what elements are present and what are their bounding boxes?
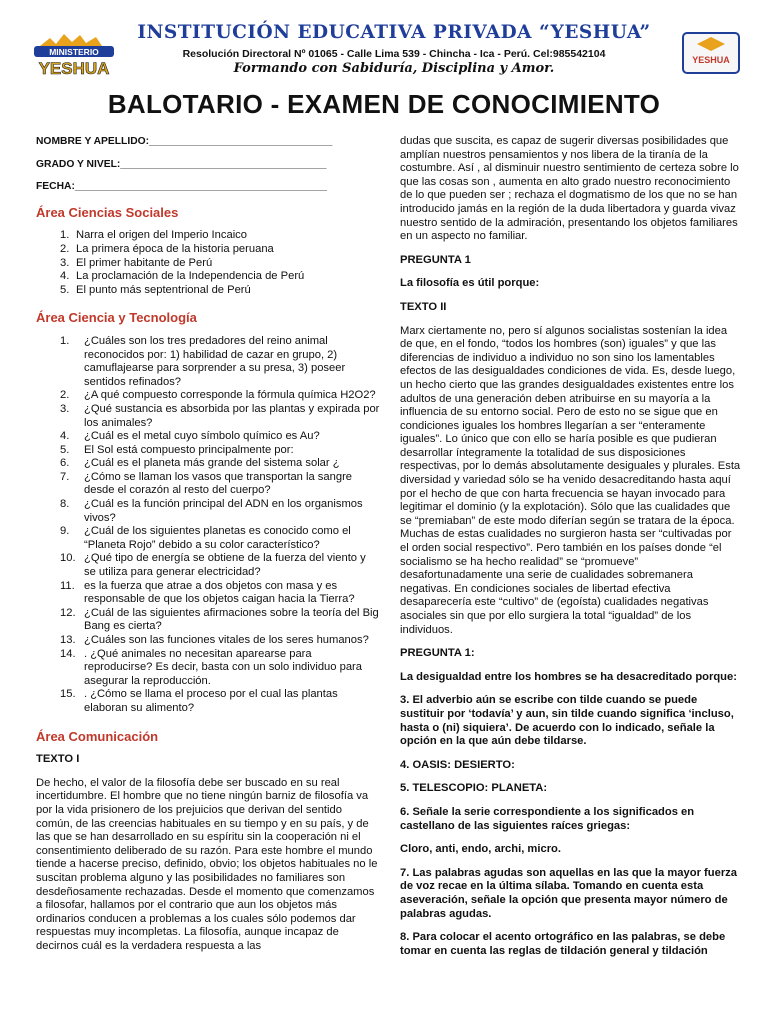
institution-name: INSTITUCIÓN EDUCATIVA PRIVADA “YESHUA” <box>137 22 651 43</box>
list-item: 7. ¿Cómo se llaman los vasos que transportan la sangre desde el corazón al resto del cuerpo? <box>60 470 353 497</box>
list-item: 2. ¿A qué compuesto corresponde la fórmula química H2O2? <box>60 389 376 402</box>
svg-text:YESHUA: YESHUA <box>38 59 110 78</box>
pregunta-1b-label: PREGUNTA 1: <box>400 647 475 660</box>
grade-field[interactable]: GRADO Y NIVEL:____________________________________ <box>36 158 327 170</box>
sociales-list <box>36 229 380 297</box>
list-item: 5. El punto más septentrional de Perú <box>60 283 251 296</box>
letterhead <box>0 0 768 92</box>
texto-1-paragraph: De hecho, el valor de la filosofía debe ser buscado en su real incertidumbre. El hombre que no tiene ningún barniz de filosofía va por la vida prisionero de los prejuicios que derivan del sentido común, de las creencias habituales en su tiempo y en su país, y de las que se han desarrollado en su espíritu sin la cooperación ni el consentimiento deliberado de su razón. Para este hombre el mundo tiende a hacerse preciso, definido, obvio; los objetos habituales no le suscitan problema alguno y las posibilidades no familiares son desdeñosamente rechazadas. Desde el momento que comenzamos a filosofar, hallamos por el contrario que aun los objetos más ordinarios conducen a problemas a los cuales sólo podemos dar respuestas muy incompletas. La filosofía, aunque incapaz de decirnos cuál es la verdadera respuesta a las <box>36 776 378 952</box>
section-heading-sociales: Área Ciencias Sociales <box>36 204 179 220</box>
section-heading-ciencia: Área Ciencia y Tecnología <box>36 310 197 326</box>
date-field[interactable]: FECHA:____________________________________________ <box>36 181 327 193</box>
list-item: 11. es la fuerza que atrae a dos objetos con masa y es responsable de que los objetos caigan hacia la Tierra? <box>60 579 355 606</box>
question-6-roots: Cloro, anti, endo, archi, micro. <box>400 843 562 856</box>
texto-1-label: TEXTO I <box>36 753 80 766</box>
list-item: 9. ¿Cuál de los siguientes planetas es conocido como el “Planeta Rojo” debido a su color característico? <box>60 525 351 551</box>
pregunta-1-text: La filosofía es útil porque: <box>400 277 540 290</box>
question-7: 7. Las palabras agudas son aquellas en las que la mayor fuerza de voz recae en la última sílaba. Tomando en cuenta esta aseveración, señale la opción que presenta mayor número de palabras agudas. <box>400 866 738 920</box>
texto-2-paragraph: Marx ciertamente no, pero sí algunos socialistas sostenían la idea de que, en el fondo, “todos los hombres (son) iguales” y que las diferencias de individuo a individuo no son sino los lamentables efectos de las desigualdades condiciones de vida. Es, desde luego, un hecho cierto que las grandes desigualdades existentes entre los adultos de una generación deben atribuirse en su mayoría a la influencia de su entorno social. Pero de esto no se sigue que en condiciones iguales los hombres llegarían a ser “enteramente iguales”. Lo único que con ello se haría posible es que pudieran desarrollar íntegramente la totalidad de sus disposiciones respectivas, por lo demás absolutamente desiguales y plurales. Esta diversidad y variedad sólo se ha venido desacreditando hasta aquí por el hecho de que con harta frecuencia se hayan invocado para legitimar el dominio (y la explotación). Sólo que las cualidades que se “premiaban” de este modo diferían según se tratara de la época. Muchas de estas cualidades no surgieron hasta ser “cultivadas por el orden social respectivo”. Pero también en los países donde “el socialismo se ha hecho realidad” se “promueve” desafortunadamente una serie de cualidades sobremanera negativas. En condiciones sociales de libertad efectiva desaparecería este “cultivo” de (egoísta) cualidades negativas asociales sin que por ello surgiera la total “igualdad” de los individuos. <box>400 324 741 636</box>
question-5: 5. TELESCOPIO: PLANETA: <box>400 782 548 795</box>
ciencia-list <box>36 335 380 716</box>
list-item: 4. La proclamación de la Independencia de Perú <box>60 270 305 283</box>
question-4: 4. OASIS: DESIERTO: <box>400 758 515 771</box>
pregunta-1-label: PREGUNTA 1 <box>400 253 471 266</box>
texto-2-label: TEXTO II <box>400 300 447 313</box>
list-item: 1. ¿Cuáles son los tres predadores del reino animal reconocidos por: 1) habilidad de cazar en grupo, 2) camuflajearse para sorprender a su presa, 3) poseer sentidos refinados? <box>60 334 346 388</box>
svg-text:MINISTERIO: MINISTERIO <box>49 47 99 57</box>
motto: Formando con Sabiduría, Disciplina y Amor. <box>233 61 555 76</box>
pregunta-1b-text: La desigualdad entre los hombres se ha desacreditado porque: <box>400 670 737 683</box>
yeshua-crest-logo <box>680 30 742 76</box>
question-6: 6. Señale la serie correspondiente a los significados en castellano de las siguientes raíces griegas: <box>400 805 695 832</box>
list-item: 15. . ¿Cómo se llama el proceso por el cual las plantas elaboran su alimento? <box>60 688 338 714</box>
list-item: 12. ¿Cuál de las siguientes afirmaciones sobre la teoría del Big Bang es cierta? <box>60 606 379 633</box>
resolution-line: Resolución Directoral Nº 01065 - Calle Lima 539 - Chincha - Ica - Perú. Cel:985542104 <box>182 48 606 60</box>
section-heading-comunicacion: Área Comunicación <box>36 728 159 744</box>
question-3: 3. El adverbio aún se escribe con tilde cuando se puede sustituir por ‘todavía’ y aun, sin tilde cuando significa ‘incluso, hasta o (ni) siquiera’. De acuerdo con lo indicado, señale la opción en la que aún debe tildarse. <box>400 694 734 748</box>
list-item: 8. ¿Cuál es la función principal del ADN en los organismos vivos? <box>60 498 363 524</box>
list-item: 1. Narra el origen del Imperio Incaico <box>60 229 248 242</box>
question-8: 8. Para colocar el acento ortográfico en las palabras, se debe tomar en cuenta las reglas de tildación general y tildación <box>400 931 726 957</box>
list-item: 3. El primer habitante de Perú <box>60 256 213 269</box>
svg-text:YESHUA: YESHUA <box>692 55 730 65</box>
texto-1-continued: dudas que suscita, es capaz de sugerir diversas posibilidades que amplían nuestros pensamientos y nos libera de la tiranía de la costumbre. Así , al disminuir nuestro sentimiento de certeza sobre lo que las cosas son , aumenta en alto grado nuestro reconocimiento de lo que pueden ser ; rechaza el dogmatismo de los que no se han introducido jamás en la región de la duda libertadora y guarda vivaz nuestro sentido de la admiración, presentando los objetos familiares en un aspecto no familiar. <box>400 135 739 243</box>
list-item: 5. El Sol está compuesto principalmente por: <box>60 443 294 456</box>
list-item: 6. ¿Cuál es el planeta más grande del sistema solar ¿ <box>60 457 340 470</box>
list-item: 4. ¿Cuál es el metal cuyo símbolo químico es Au? <box>60 430 320 443</box>
ministerio-yeshua-logo <box>30 32 118 78</box>
right-column <box>400 135 742 958</box>
list-item: 10. ¿Qué tipo de energía se obtiene de la fuerza del viento y se utiliza para generar electricidad? <box>60 552 366 579</box>
name-field[interactable]: NOMBRE Y APELLIDO:________________________________ <box>36 136 333 147</box>
page-title: BALOTARIO - EXAMEN DE CONOCIMIENTO <box>107 89 661 119</box>
list-item: 13. ¿Cuáles son las funciones vitales de los seres humanos? <box>60 634 369 646</box>
list-item: 2. La primera época de la historia peruana <box>60 242 274 255</box>
list-item: 14. . ¿Qué animales no necesitan aparearse para reproducirse? Es decir, basta con un solo individuo para asegurar la reproducción. <box>60 647 362 687</box>
list-item: 3. ¿Qué sustancia es absorbida por las plantas y expirada por los animales? <box>60 402 380 429</box>
left-column <box>36 135 380 953</box>
